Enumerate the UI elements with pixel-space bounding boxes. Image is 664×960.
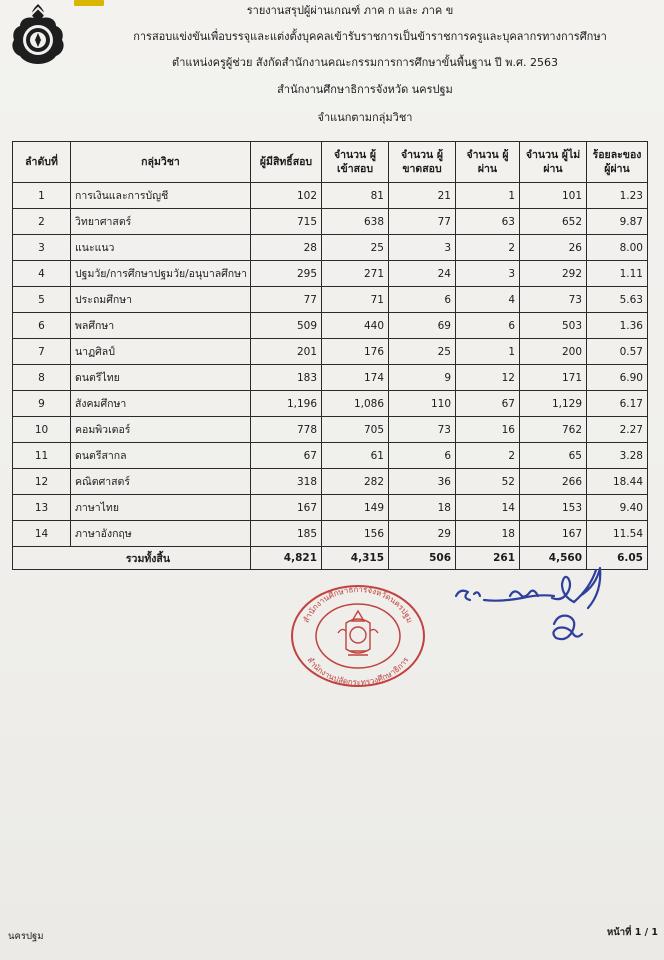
row-failed: 652 — [520, 209, 587, 235]
total-attended: 4,315 — [322, 547, 389, 570]
row-eligible: 295 — [251, 261, 322, 287]
row-attended: 440 — [322, 313, 389, 339]
row-subject: แนะแนว — [71, 235, 251, 261]
table-subtitle: จำแนกตามกลุ่มวิชา — [317, 111, 413, 124]
table-row — [13, 209, 648, 235]
row-pass-percent: 6.90 — [587, 365, 648, 391]
total-failed: 4,560 — [520, 547, 587, 570]
row-failed: 171 — [520, 365, 587, 391]
row-attended: 271 — [322, 261, 389, 287]
row-failed: 200 — [520, 339, 587, 365]
row-pass-percent: 11.54 — [587, 521, 648, 547]
row-order: 5 — [13, 287, 71, 313]
total-pass-percent: 6.05 — [587, 547, 648, 570]
row-order: 7 — [13, 339, 71, 365]
row-attended: 638 — [322, 209, 389, 235]
table-row — [13, 261, 648, 287]
row-eligible: 778 — [251, 417, 322, 443]
row-eligible: 715 — [251, 209, 322, 235]
table-row — [13, 339, 648, 365]
row-absent: 3 — [389, 235, 456, 261]
row-subject: ดนตรีไทย — [71, 365, 251, 391]
row-pass-percent: 1.11 — [587, 261, 648, 287]
row-order: 11 — [13, 443, 71, 469]
position-line: ตำแหน่งครูผู้ช่วย สังกัดสำนักงานคณะกรรมการการศึกษาขั้นพื้นฐาน ปี พ.ศ. 2563 — [172, 56, 558, 69]
row-order: 6 — [13, 313, 71, 339]
row-attended: 1,086 — [322, 391, 389, 417]
row-eligible: 28 — [251, 235, 322, 261]
row-passed: 63 — [456, 209, 520, 235]
row-attended: 149 — [322, 495, 389, 521]
row-subject: ดนตรีสากล — [71, 443, 251, 469]
table-row — [13, 235, 648, 261]
row-absent: 18 — [389, 495, 456, 521]
office-name: สำนักงานศึกษาธิการจังหวัด นครปฐม — [277, 83, 453, 96]
row-pass-percent: 6.17 — [587, 391, 648, 417]
row-failed: 266 — [520, 469, 587, 495]
row-attended: 71 — [322, 287, 389, 313]
row-failed: 101 — [520, 183, 587, 209]
row-subject: การเงินและการบัญชี — [71, 183, 251, 209]
col-header-absent: จำนวน ผู้ขาดสอบ — [389, 142, 456, 183]
table-row — [13, 391, 648, 417]
col-header-attended: จำนวน ผู้เข้าสอบ — [322, 142, 389, 183]
row-passed: 6 — [456, 313, 520, 339]
row-subject: ประถมศึกษา — [71, 287, 251, 313]
table-row — [13, 365, 648, 391]
col-header-eligible: ผู้มีสิทธิ์สอบ — [251, 142, 322, 183]
results-table — [12, 141, 648, 570]
row-passed: 18 — [456, 521, 520, 547]
table-header-row — [13, 142, 648, 183]
row-failed: 65 — [520, 443, 587, 469]
row-passed: 2 — [456, 235, 520, 261]
row-order: 14 — [13, 521, 71, 547]
row-absent: 69 — [389, 313, 456, 339]
row-eligible: 201 — [251, 339, 322, 365]
page-number: หน้าที่ 1 / 1 — [607, 927, 658, 938]
row-attended: 176 — [322, 339, 389, 365]
row-order: 1 — [13, 183, 71, 209]
row-absent: 36 — [389, 469, 456, 495]
row-failed: 153 — [520, 495, 587, 521]
signature — [450, 562, 645, 662]
row-failed: 1,129 — [520, 391, 587, 417]
row-eligible: 185 — [251, 521, 322, 547]
row-subject: ภาษาอังกฤษ — [71, 521, 251, 547]
table-row — [13, 469, 648, 495]
row-eligible: 318 — [251, 469, 322, 495]
row-passed: 1 — [456, 339, 520, 365]
row-pass-percent: 1.23 — [587, 183, 648, 209]
ministry-emblem-icon — [8, 2, 68, 66]
row-passed: 52 — [456, 469, 520, 495]
row-subject: พลศึกษา — [71, 313, 251, 339]
exam-description: การสอบแข่งขันเพื่อบรรจุและแต่งตั้งบุคคลเข้ารับราชการเป็นข้าราชการครูและบุคลากรทางการศึกษา — [133, 30, 607, 43]
row-subject: คณิตศาสตร์ — [71, 469, 251, 495]
row-attended: 174 — [322, 365, 389, 391]
total-eligible: 4,821 — [251, 547, 322, 570]
seal-inner-text: สำนักงานปลัดกระทรวงศึกษาธิการ — [305, 655, 411, 688]
row-passed: 16 — [456, 417, 520, 443]
row-passed: 3 — [456, 261, 520, 287]
row-absent: 6 — [389, 287, 456, 313]
row-passed: 14 — [456, 495, 520, 521]
row-subject: ปฐมวัย/การศึกษาปฐมวัย/อนุบาลศึกษา — [71, 261, 251, 287]
row-attended: 61 — [322, 443, 389, 469]
total-passed: 261 — [456, 547, 520, 570]
row-order: 10 — [13, 417, 71, 443]
row-attended: 282 — [322, 469, 389, 495]
row-eligible: 183 — [251, 365, 322, 391]
table-row — [13, 521, 648, 547]
table-row — [13, 417, 648, 443]
row-failed: 26 — [520, 235, 587, 261]
row-attended: 81 — [322, 183, 389, 209]
row-order: 8 — [13, 365, 71, 391]
row-order: 9 — [13, 391, 71, 417]
row-pass-percent: 3.28 — [587, 443, 648, 469]
row-eligible: 77 — [251, 287, 322, 313]
total-absent: 506 — [389, 547, 456, 570]
row-subject: คอมพิวเตอร์ — [71, 417, 251, 443]
row-pass-percent: 9.87 — [587, 209, 648, 235]
row-absent: 77 — [389, 209, 456, 235]
row-pass-percent: 2.27 — [587, 417, 648, 443]
row-order: 13 — [13, 495, 71, 521]
col-header-passed: จำนวน ผู้ผ่าน — [456, 142, 520, 183]
report-title: รายงานสรุปผู้ผ่านเกณฑ์ ภาค ก และ ภาค ข — [246, 4, 454, 17]
row-attended: 25 — [322, 235, 389, 261]
row-failed: 762 — [520, 417, 587, 443]
row-absent: 73 — [389, 417, 456, 443]
row-pass-percent: 18.44 — [587, 469, 648, 495]
row-passed: 67 — [456, 391, 520, 417]
table-row — [13, 443, 648, 469]
table-row — [13, 183, 648, 209]
footer-province: นครปฐม — [8, 931, 44, 942]
row-order: 4 — [13, 261, 71, 287]
row-eligible: 509 — [251, 313, 322, 339]
seal-outer-text: สำนักงานศึกษาธิการจังหวัดนครปฐม — [301, 584, 415, 625]
row-subject: นาฏศิลป์ — [71, 339, 251, 365]
row-passed: 4 — [456, 287, 520, 313]
seal-emblem-icon — [338, 611, 378, 655]
row-order: 2 — [13, 209, 71, 235]
row-eligible: 67 — [251, 443, 322, 469]
row-pass-percent: 8.00 — [587, 235, 648, 261]
row-absent: 110 — [389, 391, 456, 417]
row-passed: 2 — [456, 443, 520, 469]
col-header-failed: จำนวน ผู้ไม่ผ่าน — [520, 142, 587, 183]
row-attended: 156 — [322, 521, 389, 547]
row-subject: วิทยาศาสตร์ — [71, 209, 251, 235]
row-pass-percent: 5.63 — [587, 287, 648, 313]
row-passed: 1 — [456, 183, 520, 209]
table-row — [13, 495, 648, 521]
row-pass-percent: 0.57 — [587, 339, 648, 365]
official-seal-stamp — [286, 583, 430, 689]
col-header-pass-percent: ร้อยละของ ผู้ผ่าน — [587, 142, 648, 183]
row-pass-percent: 1.36 — [587, 313, 648, 339]
row-absent: 25 — [389, 339, 456, 365]
col-header-subject: กลุ่มวิชา — [71, 142, 251, 183]
row-absent: 29 — [389, 521, 456, 547]
row-attended: 705 — [322, 417, 389, 443]
row-absent: 6 — [389, 443, 456, 469]
row-eligible: 1,196 — [251, 391, 322, 417]
row-pass-percent: 9.40 — [587, 495, 648, 521]
table-row — [13, 313, 648, 339]
row-eligible: 102 — [251, 183, 322, 209]
row-subject: สังคมศึกษา — [71, 391, 251, 417]
row-passed: 12 — [456, 365, 520, 391]
row-failed: 73 — [520, 287, 587, 313]
row-order: 12 — [13, 469, 71, 495]
row-order: 3 — [13, 235, 71, 261]
row-failed: 292 — [520, 261, 587, 287]
total-label: รวมทั้งสิ้น — [13, 547, 251, 570]
svg-text:สำนักงานปลัดกระทรวงศึกษาธิการ — [305, 655, 411, 687]
table-row — [13, 287, 648, 313]
row-absent: 9 — [389, 365, 456, 391]
emblem-tag — [74, 0, 104, 6]
row-absent: 24 — [389, 261, 456, 287]
row-failed: 503 — [520, 313, 587, 339]
row-absent: 21 — [389, 183, 456, 209]
row-eligible: 167 — [251, 495, 322, 521]
col-header-order: ลำดับที่ — [13, 142, 71, 183]
row-failed: 167 — [520, 521, 587, 547]
row-subject: ภาษาไทย — [71, 495, 251, 521]
